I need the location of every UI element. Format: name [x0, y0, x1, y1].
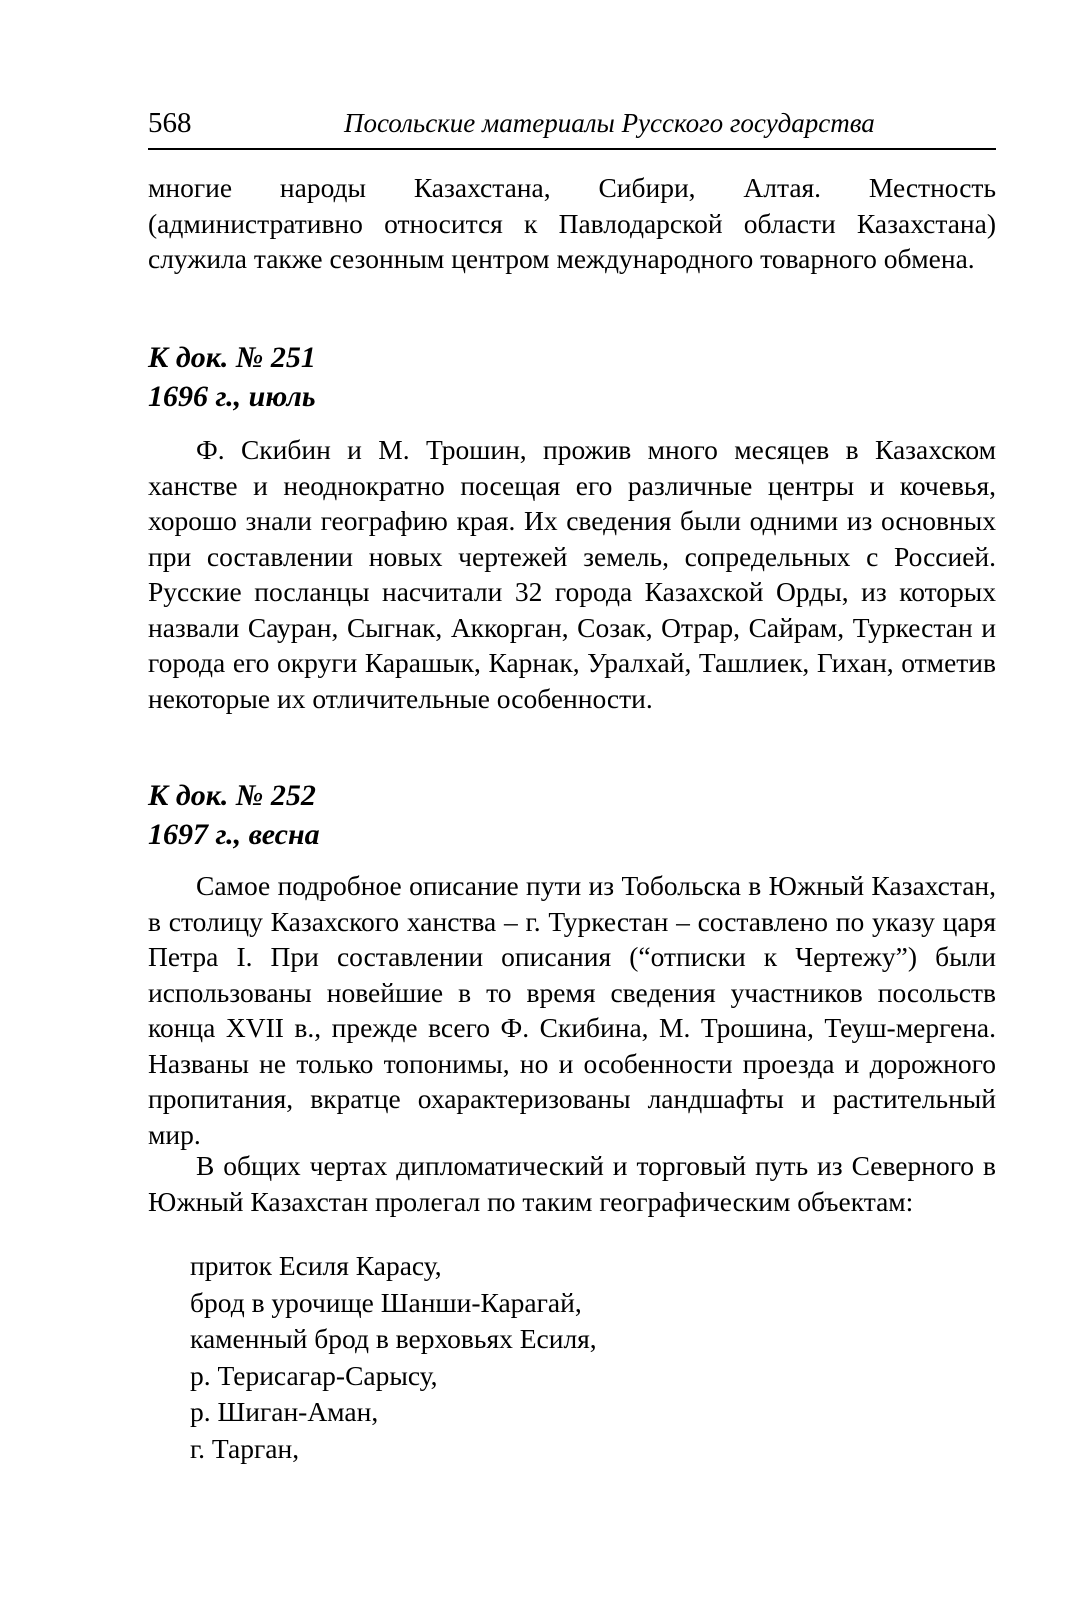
section-heading-doc-251: К док. № 251 — [148, 341, 316, 374]
list-item: каменный брод в верховьях Есиля, — [190, 1323, 597, 1354]
paragraph-doc-251: Ф. Скибин и М. Трошин, прожив много месяцев в Казахском ханстве и неоднократно посещая его различные центры и кочевья, хорошо знали географию края. Их сведения были одними из основных при составлении новых чертежей земель, сопредельных с Россией. Русские посланцы насчитали 32 города Казахской Орды, из которых назвали Сауран, Сыгнак, Аккорган, Созак, Отрар, Сайрам, Туркестан и города его округи Карашык, Карнак, Уралхай, Ташлиек, Гихан, отметив некоторые их отличительные особенности. — [148, 434, 996, 714]
section-heading-date-252: 1697 г., весна — [148, 818, 320, 851]
list-item: г. Тарган, — [190, 1432, 300, 1464]
section-heading-doc-252: К док. № 252 — [148, 779, 316, 812]
intro-paragraph: многие народы Казахстана, Сибири, Алтая. Местность (административно относится к Павлодарской области Казахстана) служила также сезонным центром международного товарного обмена. — [148, 172, 996, 274]
running-title: Посольские материалы Русского государства — [344, 108, 875, 138]
route-list — [190, 1248, 597, 1467]
section-heading-date-251: 1696 г., июль — [148, 380, 316, 413]
paragraph-doc-252-1: Самое подробное описание пути из Тобольска в Южный Казахстан, в столицу Казахского ханства – г. Туркестан – составлено по указу царя Петра I. При составлении описания (“отписки к Чертежу”) были использованы новейшие в то время сведения участников посольств конца XVII в., прежде всего Ф. Скибина, М. Трошина, Теуш-мергена. Названы не только топонимы, но и особенности проезда и дорожного пропитания, вкратце охарактеризованы ландшафты и растительный мир. — [148, 870, 996, 1150]
paragraph-doc-252-2: В общих чертах дипломатический и торговый путь из Северного в Южный Казахстан пролегал по таким географическим объектам: — [148, 1150, 996, 1217]
running-head — [148, 104, 996, 144]
list-item: р. Шиган-Аман, — [190, 1396, 379, 1427]
page-number: 568 — [148, 107, 192, 139]
header-rule — [148, 148, 996, 150]
list-item: приток Есиля Карасу, — [190, 1250, 442, 1281]
list-item: брод в урочище Шанши-Карагай, — [190, 1286, 582, 1318]
list-item: р. Терисагар-Сарысу, — [190, 1359, 438, 1391]
